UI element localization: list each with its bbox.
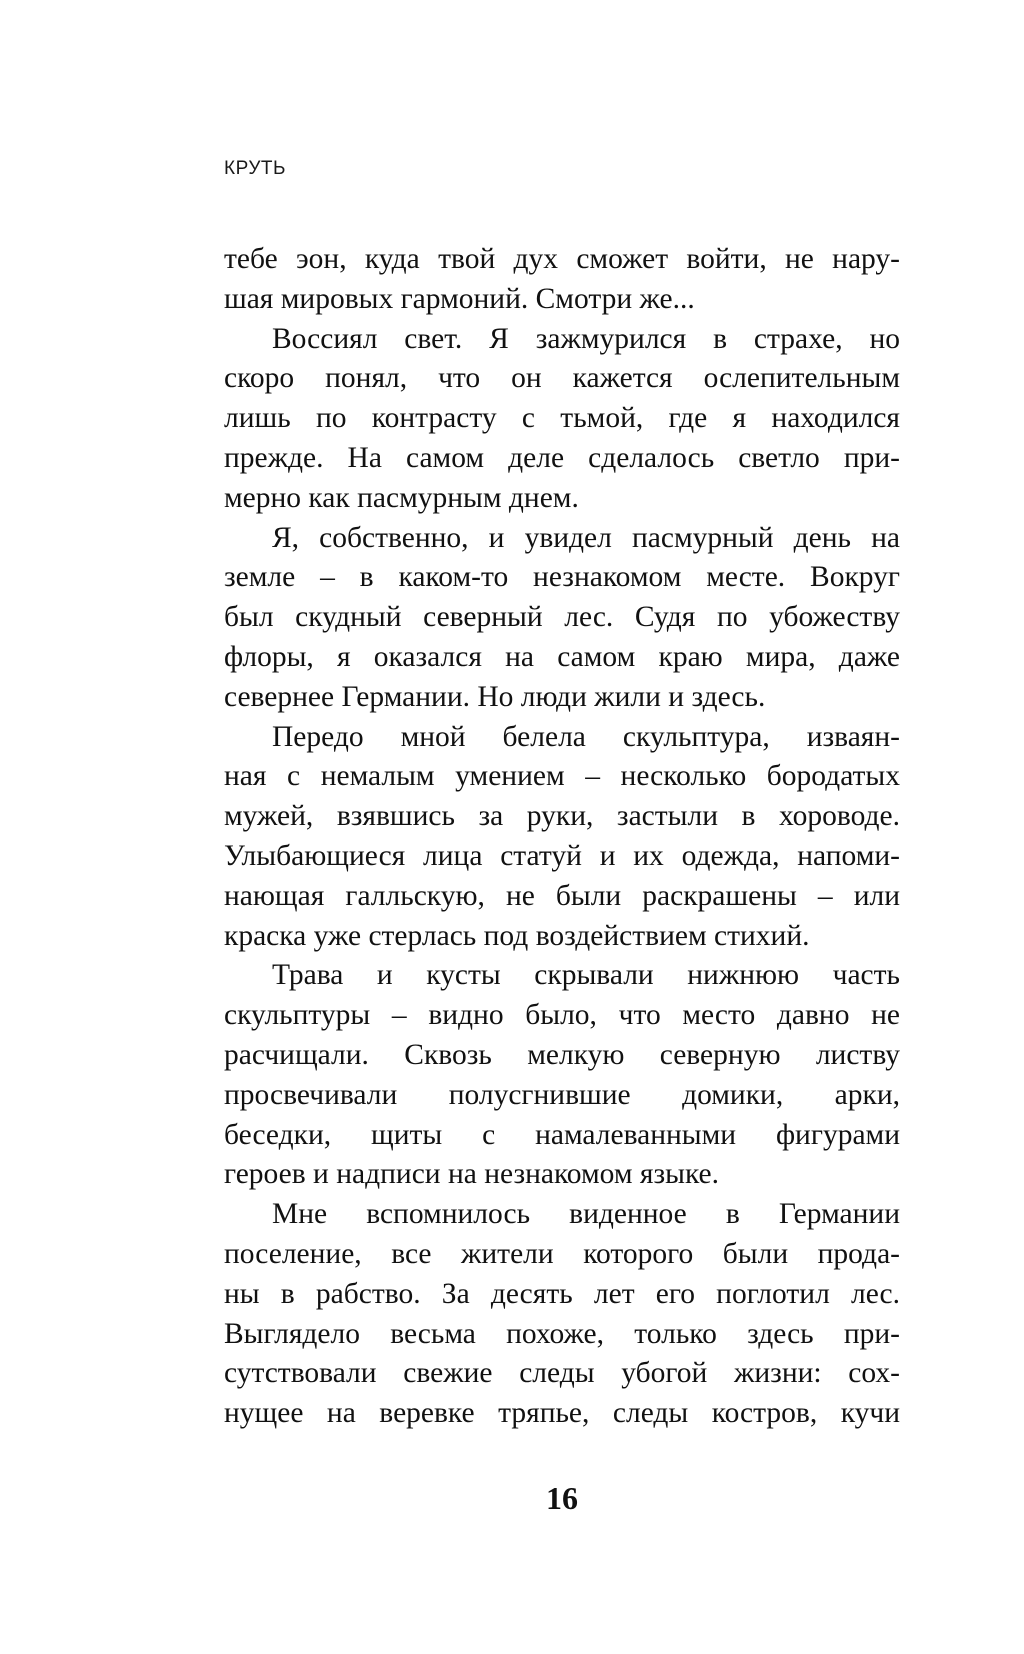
text-line: поселение, все жители которого были прода- [224, 1237, 900, 1270]
text-line: расчищали. Сквозь мелкую северную листву [224, 1038, 900, 1071]
text-line: Выглядело весьма похоже, только здесь при- [224, 1317, 900, 1350]
running-title: КРУТЬ [224, 158, 286, 179]
text-line: Улыбающиеся лица статуй и их одежда, напоми- [224, 839, 900, 872]
text-line: краска уже стерлась под воздействием стихий. [224, 919, 810, 952]
text-line: нающая галльскую, не были раскрашены – или [224, 879, 900, 912]
text-line: героев и надписи на незнакомом языке. [224, 1158, 720, 1191]
text-line: флоры, я оказался на самом краю мира, даже [224, 640, 900, 673]
text-line: ны в рабство. За десять лет его поглотил лес. [224, 1277, 900, 1310]
text-line: был скудный северный лес. Судя по убожеству [224, 601, 900, 634]
text-line: тебе эон, куда твой дух сможет войти, не нару- [224, 243, 900, 275]
text-line: Мне вспомнилось виденное в Германии [272, 1198, 900, 1231]
text-line: шая мировых гармоний. Смотри же... [224, 282, 695, 315]
text-line: скоро понял, что он кажется ослепительным [224, 362, 900, 395]
text-line: земле – в каком-то незнакомом месте. Вокруг [224, 561, 900, 594]
text-line: Я, собственно, и увидел пасмурный день на [272, 521, 900, 554]
text-line: Трава и кусты скрывали нижнюю часть [272, 959, 900, 992]
text-line: лишь по контрасту с тьмой, где я находился [224, 402, 900, 435]
text-line: нущее на веревке тряпье, следы костров, кучи [224, 1397, 900, 1430]
text-line: сутствовали свежие следы убогой жизни: сох- [224, 1357, 900, 1390]
text-line: Воссиял свет. Я зажмурился в страхе, но [272, 322, 900, 355]
text-line: скульптуры – видно было, что место давно не [224, 999, 900, 1032]
text-line: просвечивали полусгнившие домики, арки, [224, 1078, 900, 1111]
text-line: севернее Германии. Но люди жили и здесь. [224, 680, 766, 713]
body-text [224, 240, 900, 1434]
text-line: мерно как пасмурным днем. [224, 481, 579, 514]
text-line: прежде. На самом деле сделалось светло при- [224, 441, 900, 474]
text-line: ная с немалым умением – несколько бородатых [224, 760, 900, 793]
text-line: беседки, щиты с намалеванными фигурами [224, 1118, 900, 1151]
text-line: Передо мной белела скульптура, изваян- [272, 720, 900, 753]
page-number: 16 [546, 1480, 578, 1516]
text-line: мужей, взявшись за руки, застыли в хороводе. [224, 800, 900, 833]
